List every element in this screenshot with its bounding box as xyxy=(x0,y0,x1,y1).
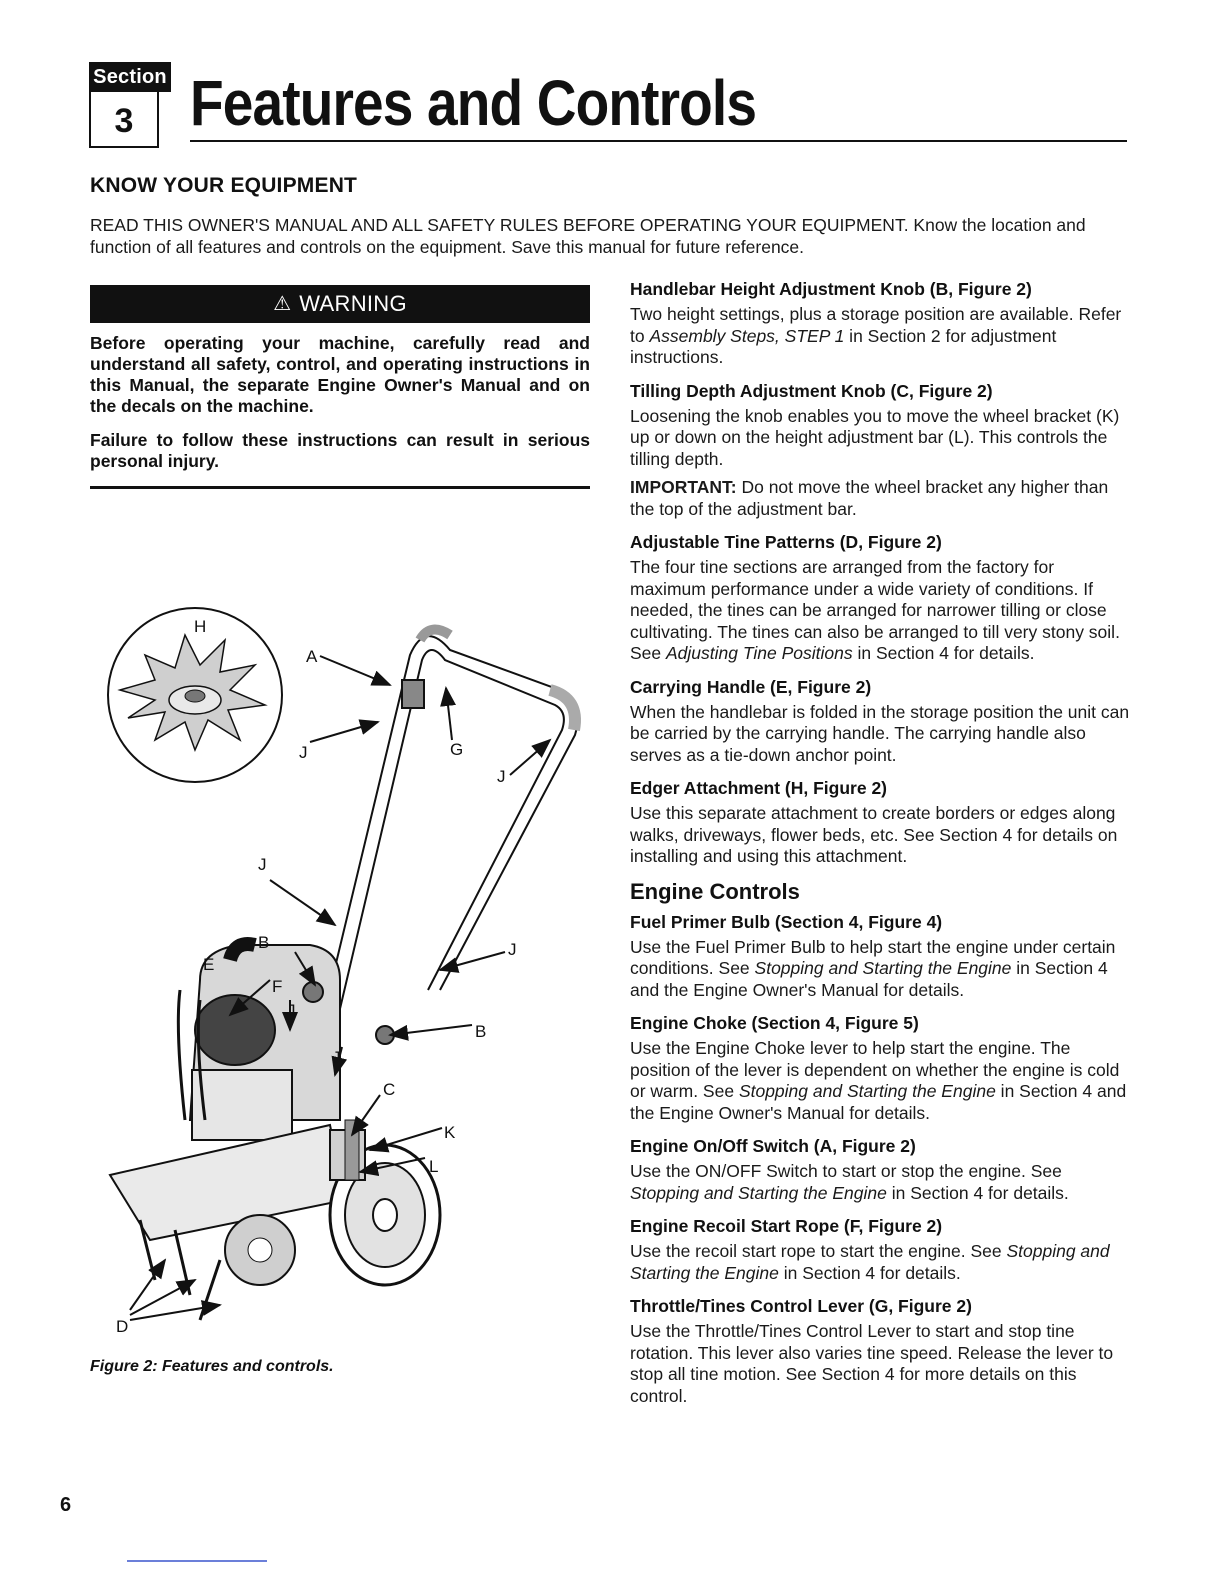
control-on-off-switch xyxy=(630,1135,1130,1204)
feature-tilling-depth-knob xyxy=(630,380,1130,521)
title-rule xyxy=(190,140,1127,142)
control-text: Use the Throttle/Tines Control Lever to start and stop tine rotation. This lever also varies tine speed. Release the lever to stop all tine motion. See Section 4 for more details on this control. xyxy=(630,1321,1114,1406)
feature-text: When the handlebar is folded in the storage position the unit can be carried by the carrying handle. The carrying handle also serves as a tie-down anchor point. xyxy=(630,701,1130,765)
control-fuel-primer-bulb xyxy=(630,911,1130,1002)
important-note: IMPORTANT: Do not move the wheel bracket any higher than the top of the adjustment bar. xyxy=(630,477,1109,519)
feature-text: Two height settings, plus a storage position are available. Refer to Assembly Steps, STEP 1 in Section 2 for adjustment instructions. xyxy=(630,304,1122,367)
feature-heading: Edger Attachment (H, Figure 2) xyxy=(630,778,888,798)
label-J-2: J xyxy=(497,767,506,786)
feature-edger-attachment xyxy=(630,777,1130,868)
control-engine-choke xyxy=(630,1012,1130,1124)
intro-paragraph: READ THIS OWNER'S MANUAL AND ALL SAFETY RULES BEFORE OPERATING YOUR EQUIPMENT. Know the location and function of all features and controls on the equipment. Save this manual for future reference. xyxy=(90,215,1086,257)
control-heading: Fuel Primer Bulb (Section 4, Figure 4) xyxy=(630,911,943,932)
label-A: A xyxy=(306,647,318,666)
control-heading: Engine Choke (Section 4, Figure 5) xyxy=(630,1013,919,1033)
warning-box xyxy=(90,285,590,489)
feature-heading: Tilling Depth Adjustment Knob (C, Figure 2) xyxy=(630,380,993,401)
handlebar xyxy=(320,630,578,1030)
label-J-6: J xyxy=(332,1048,341,1067)
label-B-2: B xyxy=(475,1022,487,1041)
feature-text: Use this separate attachment to create borders or edges along walks, driveways, flower beds, etc. See Section 4 for details on installing and using this attachment. xyxy=(630,803,1118,866)
control-heading: Engine On/Off Switch (A, Figure 2) xyxy=(630,1136,916,1156)
page-title: Features and Controls xyxy=(190,67,757,139)
control-text: Use the ON/OFF Switch to start or stop the engine. See Stopping and Starting the Engine in Section 4 for details. xyxy=(630,1161,1069,1203)
warning-text: Before operating your machine, carefully read and understand all safety, control, and operating instructions in this Manual, the separate Engine Owner's Manual and on the decals on the machine. xyxy=(90,333,590,416)
label-C: C xyxy=(383,1080,396,1099)
feature-heading: Handlebar Height Adjustment Knob (B, Figure 2) xyxy=(630,279,1032,299)
label-K: K xyxy=(444,1123,456,1142)
feature-text: The four tine sections are arranged from the factory for maximum performance under a wide variety of conditions. If needed, the tines can be arranged for narrower tilling or close cultivating. The tines can also be arranged to till very stony soil. See Adjusting Tine Positions in Section 4 for details. xyxy=(630,557,1120,663)
control-heading: Throttle/Tines Control Lever (G, Figure 2) xyxy=(630,1296,972,1316)
feature-descriptions xyxy=(630,278,1130,1418)
feature-text: Loosening the knob enables you to move the wheel bracket (K) up or down on the height adjustment bar (L). This controls the tilling depth. xyxy=(630,405,1120,469)
engine-controls-heading: Engine Controls xyxy=(630,878,800,904)
label-L: L xyxy=(429,1157,439,1176)
section-label: Section xyxy=(89,62,171,92)
label-J-4: J xyxy=(508,940,517,959)
warning-banner xyxy=(90,285,590,323)
page-number: 6 xyxy=(60,1494,72,1516)
control-text: Use the Fuel Primer Bulb to help start the engine under certain conditions. See Stopping and Starting the Engine in Section 4 and the Engine Owner's Manual for details. xyxy=(630,936,1116,1000)
label-D: D xyxy=(116,1317,129,1336)
control-heading: Engine Recoil Start Rope (F, Figure 2) xyxy=(630,1216,943,1236)
section-badge xyxy=(89,62,171,150)
label-F: F xyxy=(272,977,283,996)
control-recoil-start-rope xyxy=(630,1215,1130,1284)
control-text: Use the Engine Choke lever to help start the engine. The position of the lever is dependent on whether the engine is cold or warm. See Stopping and Starting the Engine in Section 4 and the Engine Owner's Manual for details. xyxy=(630,1038,1127,1123)
label-H: H xyxy=(194,617,207,636)
tiller-illustration xyxy=(80,560,600,1340)
feature-heading: Carrying Handle (E, Figure 2) xyxy=(630,676,872,697)
warning-rule xyxy=(90,486,590,489)
features-figure xyxy=(80,560,600,1340)
label-B-1: B xyxy=(258,933,270,952)
feature-handlebar-knob xyxy=(630,278,1130,369)
feature-carrying-handle xyxy=(630,676,1130,767)
warning-consequence: Failure to follow these instructions can result in serious personal injury. xyxy=(90,430,590,471)
label-E: E xyxy=(203,955,215,974)
control-text: Use the recoil start rope to start the engine. See Stopping and Starting the Engine in Section 4 for details. xyxy=(630,1241,1110,1283)
warning-label: WARNING xyxy=(299,291,407,316)
feature-heading: Adjustable Tine Patterns (D, Figure 2) xyxy=(630,532,942,552)
figure-caption: Figure 2: Features and controls. xyxy=(90,1358,334,1375)
label-G: G xyxy=(450,740,464,759)
know-equipment-heading: KNOW YOUR EQUIPMENT xyxy=(90,174,358,197)
feature-tine-patterns xyxy=(630,531,1130,665)
label-J-5: J xyxy=(287,1001,296,1020)
tine-assembly xyxy=(110,1125,345,1320)
footer-link-underline[interactable] xyxy=(127,1560,267,1562)
label-J-1: J xyxy=(299,743,308,762)
section-number: 3 xyxy=(89,92,159,148)
label-J-3: J xyxy=(258,855,267,874)
warning-triangle-icon: ⚠ xyxy=(273,293,292,315)
control-throttle-tines-lever xyxy=(630,1295,1130,1407)
